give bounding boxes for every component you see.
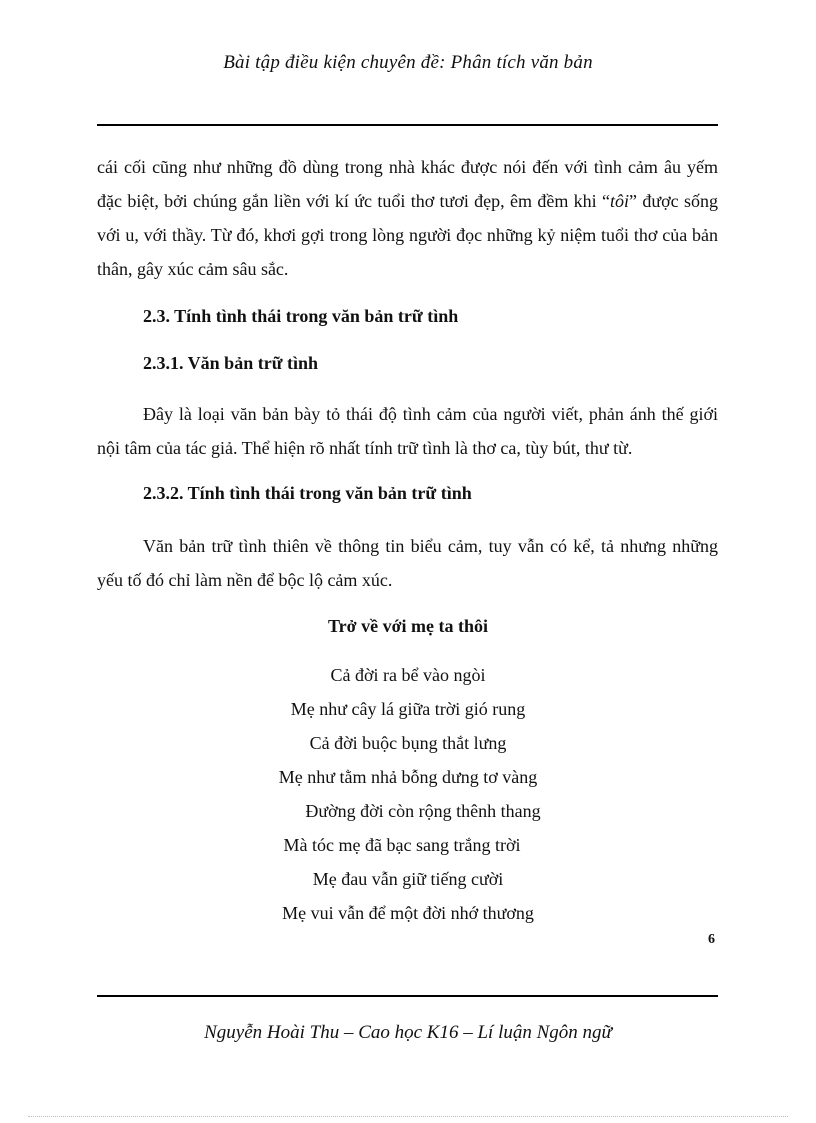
paragraph-2-3-1: Đây là loại văn bản bày tỏ thái độ tình cảm của người viết, phản ánh thế giới nội tâm của tác giả. Thể hiện rõ nhất tính trữ tình là thơ ca, tùy bút, thư từ. bbox=[97, 404, 718, 458]
paragraph-continuation bbox=[97, 150, 718, 286]
poem-line: Mẹ đau vẫn giữ tiếng cười bbox=[312, 869, 504, 889]
poem-line: Mẹ như tằm nhả bỗng dưng tơ vàng bbox=[278, 767, 538, 787]
footer-divider bbox=[97, 995, 718, 997]
paragraph-2-3-2: Văn bản trữ tình thiên về thông tin biểu cảm, tuy vẫn có kể, tả nhưng những yếu tố đó chỉ làm nền để bộc lộ cảm xúc. bbox=[97, 536, 718, 590]
poem-line: Mà tóc mẹ đã bạc sang trắng trời bbox=[283, 835, 521, 855]
page-footer: Nguyễn Hoài Thu – Cao học K16 – Lí luận Ngôn ngữ bbox=[204, 1022, 612, 1043]
paragraph-emphasis: tôi bbox=[610, 191, 630, 211]
section-heading-2-3: 2.3. Tính tình thái trong văn bản trữ tình bbox=[143, 306, 459, 326]
page-header: Bài tập điều kiện chuyên đề: Phân tích văn bản bbox=[223, 52, 593, 73]
paragraph-text-after: ” được sống với u, với thầy. Từ đó, khơi gợi trong lòng người đọc những kỷ niệm tuổi thơ của bản thân, gây xúc cảm sâu sắc. bbox=[97, 191, 718, 279]
page-edge-dots bbox=[28, 1116, 788, 1117]
poem-body bbox=[0, 658, 816, 930]
poem-line: Cả đời ra bể vào ngòi bbox=[330, 665, 486, 685]
section-heading-2-3-1: 2.3.1. Văn bản trữ tình bbox=[143, 353, 319, 373]
paragraph-text-before: cái cối cũng như những đồ dùng trong nhà khác được nói đến với tình cảm âu yếm đặc biệt, bởi chúng gắn liền với kí ức tuổi thơ tươi đẹp, êm đềm khi “ bbox=[97, 157, 718, 211]
page-number: 6 bbox=[708, 932, 715, 947]
poem-title: Trở về với mẹ ta thôi bbox=[327, 616, 489, 636]
section-heading-2-3-2: 2.3.2. Tính tình thái trong văn bản trữ tình bbox=[143, 483, 472, 503]
poem-line: Đường đời còn rộng thênh thang bbox=[305, 801, 541, 821]
poem-line: Mẹ vui vẫn để một đời nhớ thương bbox=[282, 903, 534, 923]
poem-line: Cả đời buộc bụng thắt lưng bbox=[309, 733, 507, 753]
poem-line: Mẹ như cây lá giữa trời gió rung bbox=[290, 699, 526, 719]
header-divider bbox=[97, 124, 718, 126]
